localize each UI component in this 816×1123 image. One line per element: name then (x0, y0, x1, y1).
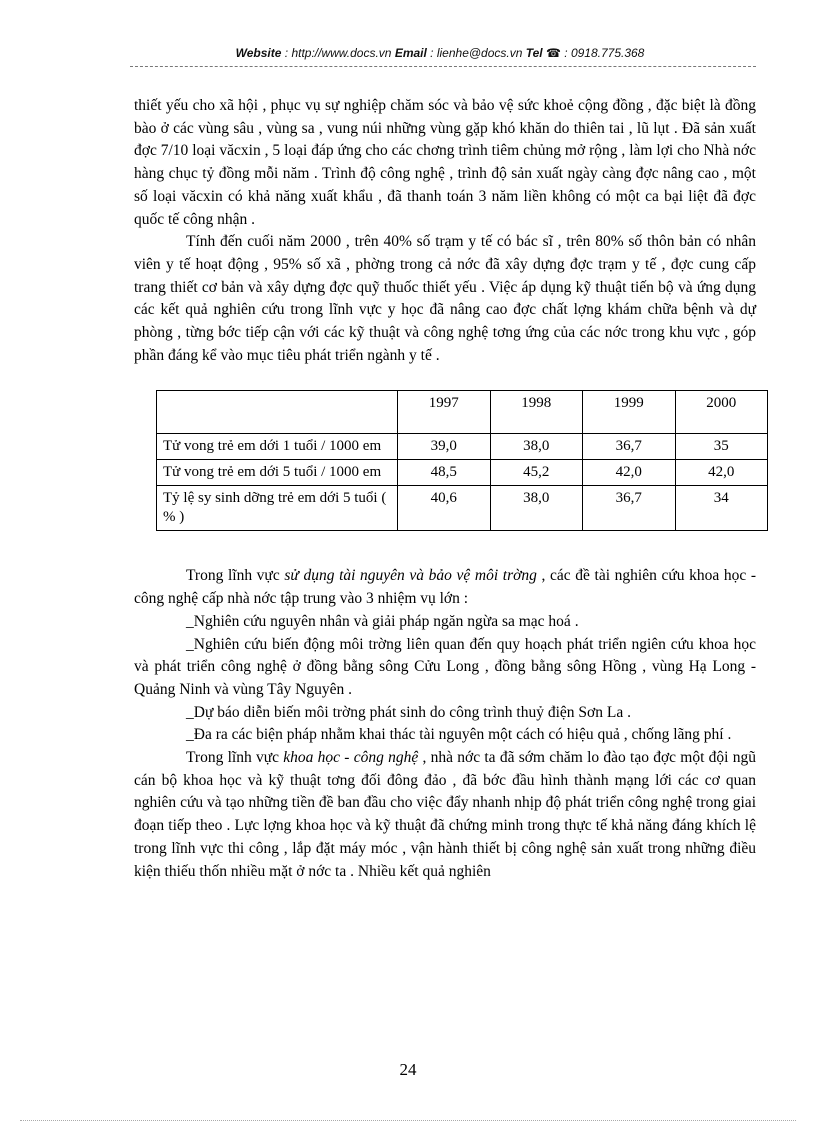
table-cell: 45,2 (490, 460, 583, 486)
paragraph-health-stations: Tính đến cuối năm 2000 , trên 40% số trạm y tế có bác sĩ , trên 80% số thôn bản có nhân viên y tế hoạt động , 95% số xã , phờng trong cả nớc đã xây dựng đợc trạm y tế , đợc cung cấp trang thiết cơ bản và xây dựng đợc quỹ thuốc thiết yếu . Việc áp dụng kỹ thuật tiến bộ và ứng dụng các kết quả nghiên cứu trong lĩnh vực y học đã nâng cao đợc chất lợng khám chữa bệnh và dự phòng , từng bớc tiếp cận với các kỹ thuật và công nghệ tơng ứng của các nớc trong khu vực , góp phần đáng kể vào mục tiêu phát triển ngành y tế . (134, 233, 756, 364)
website-value: : http://www.docs.vn (281, 46, 395, 60)
tel-label: Tel (525, 46, 543, 60)
row-label: Tử vong trẻ em dới 1 tuổi / 1000 em (157, 434, 398, 460)
table-cell: 36,7 (583, 486, 676, 531)
sci-emphasis: khoa học - công nghệ (283, 749, 419, 767)
year-header: 1997 (398, 391, 491, 434)
list-item: _Nghiên cứu nguyên nhân và giải pháp ngăn ngừa sa mạc hoá . (186, 612, 579, 630)
paragraph-vaccine: thiết yếu cho xã hội , phục vụ sự nghiệp chăm sóc và bảo vệ sức khoẻ cộng đồng , đặc biệt là đồng bào ở các vùng sâu , vùng sa , vung núi những vùng gặp khó khăn do thiên tai , lũ lụt . Đã sản xuất đợc 7/10 loại văcxin , 5 loại đáp ứng cho các chơng trình tiêm chủng mở rộng , làm lợi cho Nhà nớc hàng chục tỷ đồng mỗi năm . Trình độ công nghệ , trình độ sản xuất ngày càng đợc nâng cao , một số loại văcxin có khả năng xuất khẩu , đã thanh toán 3 năm liền không có một ca bại liệt đã đợc quốc tế công nhận . (134, 97, 756, 228)
paragraph-environment (134, 565, 756, 610)
table-header-row (157, 391, 768, 434)
list-item: _Dự báo diễn biến môi trờng phát sinh do công trình thuỷ điện Sơn La . (186, 703, 631, 721)
table-cell: 35 (675, 434, 768, 460)
health-statistics-table (156, 390, 768, 531)
row-label: Tỷ lệ sy sinh dỡng trẻ em dới 5 tuổi ( % ) (157, 486, 398, 531)
list-item: _Nghiên cứu biến động môi trờng liên quan đến quy hoạch phát triển ngiên cứu khoa học và phát triển công nghệ ở đồng bằng sông Cửu Long , đồng bằng sông Hồng , vùng Hạ Long - Quảng Ninh và vùng Tây Nguyên . (134, 635, 756, 698)
year-header: 2000 (675, 391, 768, 434)
table-cell: 48,5 (398, 460, 491, 486)
table-cell: 39,0 (398, 434, 491, 460)
table-row (157, 460, 768, 486)
table-cell: 34 (675, 486, 768, 531)
page-number: 24 (399, 1060, 417, 1079)
page-header (120, 46, 760, 60)
header-divider (130, 66, 756, 67)
email-label: Email (394, 46, 427, 60)
table-cell: 42,0 (583, 460, 676, 486)
env-rest: , các đề tài nghiên cứu khoa học - công nghệ cấp nhà nớc tập trung vào 3 nhiệm vụ lớn : (134, 567, 756, 608)
table-cell: 38,0 (490, 486, 583, 531)
document-body (134, 95, 756, 883)
year-header: 1999 (583, 391, 676, 434)
sci-intro: Trong lĩnh vực (186, 749, 284, 767)
tel-value: ☎ : 0918.775.368 (542, 46, 645, 60)
website-label: Website (235, 46, 282, 60)
sci-rest: , nhà nớc ta đã sớm chăm lo đào tạo đợc một đội ngũ cán bộ khoa học và kỹ thuật tơng đối đông đảo , đã bớc đầu hình thành mạng lới các cơ quan nghiên cứu và tạo những tiền đề ban đầu cho việc đẩy nhanh nhịp độ phát triển công nghệ trong giai đoạn tiếp theo . Lực lợng khoa học và kỹ thuật đã chứng minh trong thực tế khả năng đáng khích lệ trong lĩnh vực thi công , lắp đặt máy móc , vận hành thiết bị công nghệ sản xuất trong những điều kiện thiếu thốn nhiều mặt ở nớc ta . Nhiều kết quả nghiên (134, 749, 756, 880)
env-emphasis: sử dụng tài nguyên và bảo vệ môi trờng (284, 567, 537, 585)
year-header: 1998 (490, 391, 583, 434)
table-cell: 40,6 (398, 486, 491, 531)
email-value: : lienhe@docs.vn (426, 46, 526, 60)
table-corner-cell (157, 391, 398, 434)
paragraph-science-tech (134, 747, 756, 883)
env-intro: Trong lĩnh vực (186, 567, 285, 585)
table-cell: 38,0 (490, 434, 583, 460)
table-row (157, 434, 768, 460)
table-cell: 42,0 (675, 460, 768, 486)
row-label: Tử vong trẻ em dới 5 tuổi / 1000 em (157, 460, 398, 486)
footer-divider (20, 1120, 796, 1121)
list-item: _Đa ra các biện pháp nhằm khai thác tài nguyên một cách có hiệu quả , chống lãng phí . (186, 726, 732, 744)
table-cell: 36,7 (583, 434, 676, 460)
table-row (157, 486, 768, 531)
